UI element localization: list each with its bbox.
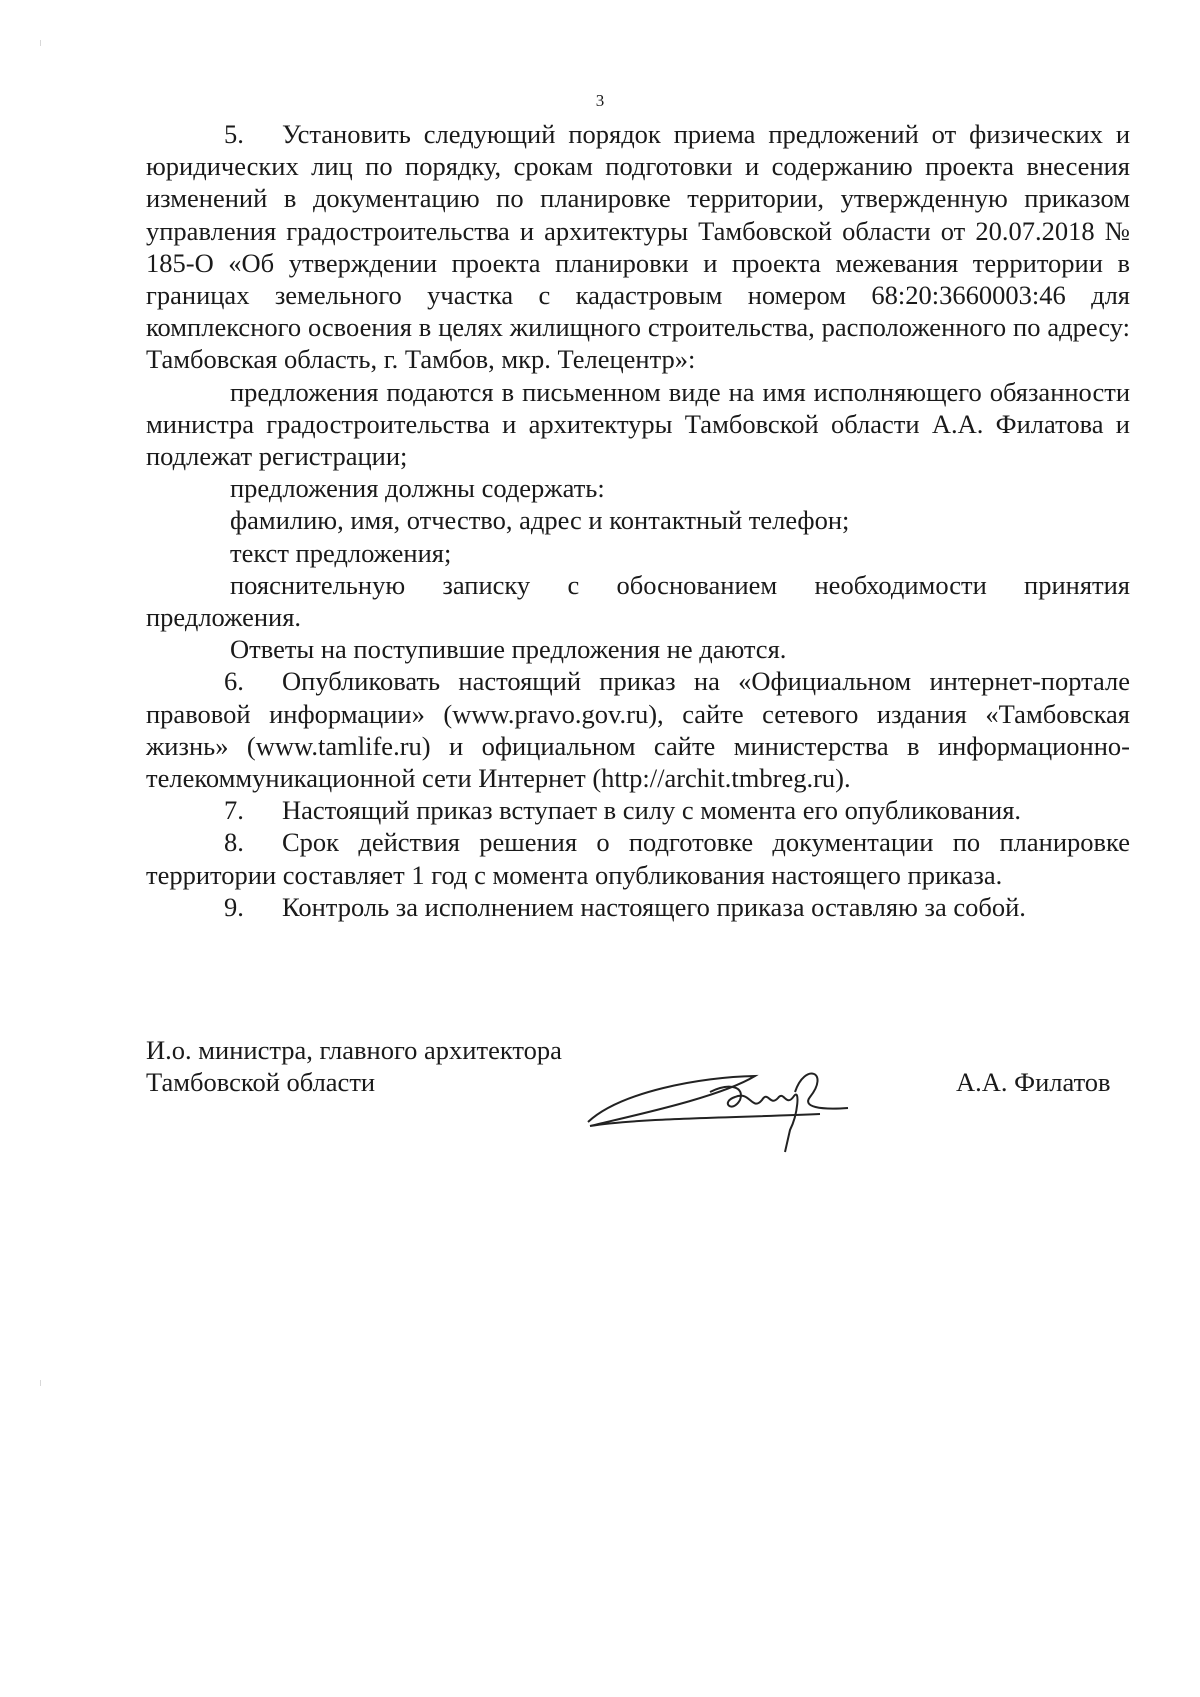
paragraph-7: [146, 794, 1130, 826]
paragraph-text: Настоящий приказ вступает в силу с момента его опубликования.: [282, 795, 1022, 826]
scan-edge-mark: [40, 1380, 41, 1386]
scan-edge-mark: [40, 40, 41, 46]
signatory-title-line2: Тамбовской области: [146, 1067, 376, 1098]
item-number: 5.: [224, 119, 244, 149]
paragraph-8: [146, 826, 1130, 890]
item-number: 6.: [224, 666, 244, 697]
proposal-rule-answers: Ответы на поступившие предложения не даются.: [230, 634, 787, 665]
item-number: 9.: [224, 891, 244, 922]
paragraph-text: Контроль за исполнением настоящего приказа оставляю за собой.: [282, 891, 1026, 922]
proposal-rule-contents: предложения должны содержать:: [230, 473, 605, 504]
signatory-title: [146, 1034, 562, 1098]
proposal-rule-name: фамилию, имя, отчество, адрес и контактный телефон;: [230, 505, 850, 536]
paragraph-text: Опубликовать настоящий приказ на «Официальном интернет-портале правовой информации» (www.pravo.gov.ru), сайте сетевого издания «Тамбовская жизнь» (www.tamlife.ru) и официальном сайте министерства в информационно-телекоммуникационной сети Интернет (http://archit.tmbreg.ru).: [146, 666, 1130, 794]
signatory-name: А.А. Филатов: [956, 1067, 1111, 1097]
paragraph-9: [146, 891, 1130, 923]
signatory-title-line1: И.о. министра, главного архитектора: [146, 1035, 562, 1065]
paragraph-6: [146, 665, 1130, 794]
handwritten-signature: [580, 1052, 880, 1162]
page-number: 3: [595, 91, 605, 110]
item-number: 7.: [224, 795, 244, 826]
proposal-rule-submission: предложения подаются в письменном виде на имя исполняющего обязанности министра градостроительства и архитектуры Тамбовской области А.А. Филатова и подлежат регистрации;: [146, 376, 1130, 472]
proposal-rule-text: текст предложения;: [230, 537, 452, 568]
document-body: [146, 118, 1130, 923]
proposal-rule-note: пояснительную записку с обоснованием необходимости принятия предложения.: [146, 569, 1130, 633]
item-number: 8.: [224, 827, 244, 858]
paragraph-text: Установить следующий порядок приема предложений от физических и юридических лиц по порядку, срокам подготовки и содержанию проекта внесения изменений в документацию по планировке территории, утвержденную приказом управления градостроительства и архитектуры Тамбовской области от 20.07.2018 № 185-О «Об утверждении проекта планировки и проекта межевания территории в границах земельного участка с кадастровым номером 68:20:3660003:46 для комплексного освоения в целях жилищного строительства, расположенного по адресу: Тамбовская область, г. Тамбов, мкр. Телецентр»:: [146, 119, 1130, 375]
paragraph-text: Срок действия решения о подготовке документации по планировке территории составляет 1 год с момента опубликования настоящего приказа.: [146, 827, 1130, 890]
paragraph-5: [146, 118, 1130, 376]
